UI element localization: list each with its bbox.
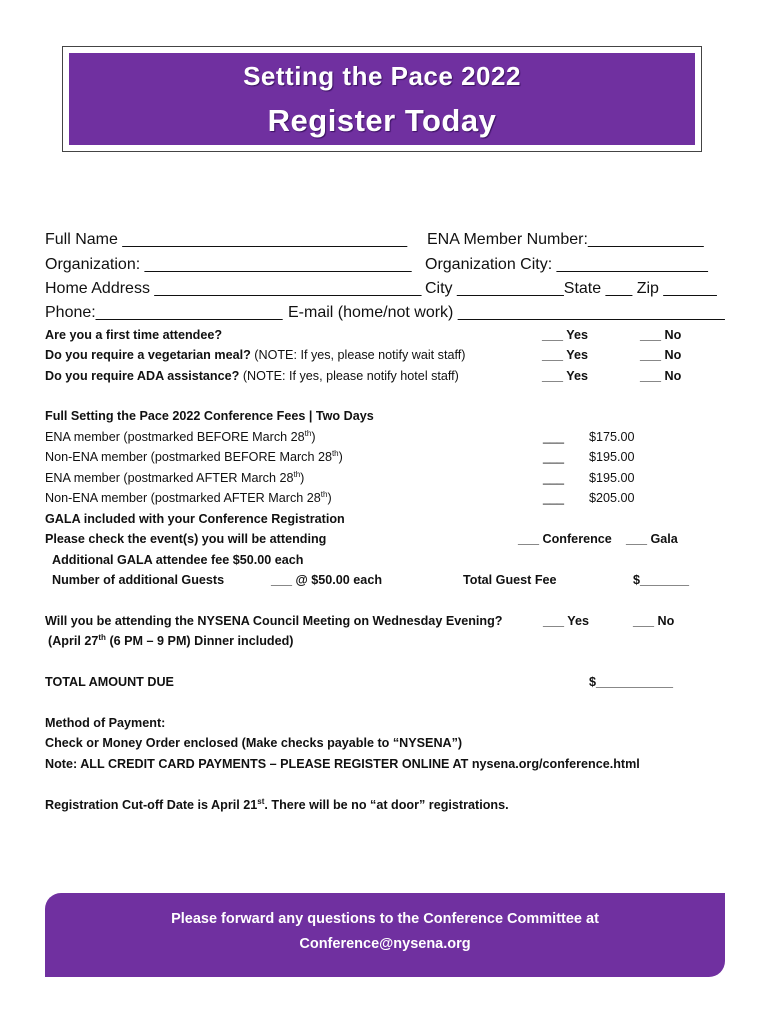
phone-field[interactable]: Phone:_____________________ <box>45 304 283 321</box>
council-yes-option[interactable]: ___ Yes <box>543 614 589 628</box>
question-label: Are you a first time attendee? <box>45 328 223 342</box>
fee-item-price: $175.00 <box>589 430 635 444</box>
first-time-yes-option[interactable]: ___ Yes <box>542 328 588 342</box>
fee-item-price: $195.00 <box>589 471 635 485</box>
fee-item-price: $195.00 <box>589 450 635 464</box>
email-field[interactable]: E-mail (home/not work) ______________________________ <box>288 304 725 321</box>
fee-item-label: Non-ENA member (postmarked AFTER March 28th) <box>45 489 332 505</box>
question-label: Do you require a vegetarian meal? <box>45 348 251 362</box>
fee-item-blank[interactable]: ___ <box>543 430 565 444</box>
fee-item-label: Non-ENA member (postmarked BEFORE March 28th) <box>45 448 343 464</box>
ada-yes-option[interactable]: ___ Yes <box>542 369 588 383</box>
council-meeting-detail: (April 27th (6 PM – 9 PM) Dinner included) <box>48 632 294 648</box>
fee-item-blank[interactable]: ___ <box>543 450 565 464</box>
question-note: (NOTE: If yes, please notify wait staff) <box>250 348 466 362</box>
organization-city-field[interactable]: Organization City: _________________ <box>425 256 708 273</box>
check-events-label: Please check the event(s) you will be attending <box>45 532 327 546</box>
payment-credit-card-note: Note: ALL CREDIT CARD PAYMENTS – PLEASE REGISTER ONLINE AT nysena.org/conference.html <box>45 757 640 771</box>
question-note: (NOTE: If yes, please notify hotel staff) <box>239 369 459 383</box>
full-name-field[interactable]: Full Name ________________________________ <box>45 231 408 248</box>
footer-banner <box>45 893 725 977</box>
fee-item-price: $205.00 <box>589 491 635 505</box>
additional-guests-label: Number of additional Guests <box>52 573 225 587</box>
council-no-option[interactable]: ___ No <box>633 614 675 628</box>
footer-text: Please forward any questions to the Conference Committee at <box>171 911 599 927</box>
banner-frame <box>62 46 702 152</box>
question-ada <box>45 369 459 383</box>
fee-item-blank[interactable]: ___ <box>543 491 565 505</box>
organization-field[interactable]: Organization: ______________________________ <box>45 256 412 273</box>
ada-no-option[interactable]: ___ No <box>640 369 682 383</box>
additional-guests-field[interactable]: ___ @ $50.00 each <box>271 573 383 587</box>
city-state-zip-field[interactable]: City ____________State ___ Zip ______ <box>425 280 717 297</box>
question-first-time <box>45 328 222 342</box>
fee-item-label: ENA member (postmarked AFTER March 28th) <box>45 469 305 485</box>
total-guest-fee-field[interactable]: $_______ <box>633 573 690 587</box>
registration-cutoff-note: Registration Cut-off Date is April 21st. There will be no “at door” registrations. <box>45 796 509 812</box>
gala-option[interactable]: ___ Gala <box>626 532 678 546</box>
banner-subtitle: Register Today <box>267 103 497 138</box>
total-amount-field[interactable]: $___________ <box>589 675 674 689</box>
first-time-no-option[interactable]: ___ No <box>640 328 682 342</box>
council-meeting-question: Will you be attending the NYSENA Council Meeting on Wednesday Evening? <box>45 614 503 628</box>
footer-email-link[interactable]: Conference@nysena.org <box>299 936 471 952</box>
gala-included-note: GALA included with your Conference Registration <box>45 512 345 526</box>
additional-gala-fee-note: Additional GALA attendee fee $50.00 each <box>52 553 304 567</box>
question-vegetarian <box>45 348 465 362</box>
fees-heading: Full Setting the Pace 2022 Conference Fees | Two Days <box>45 409 374 423</box>
fee-item-label: ENA member (postmarked BEFORE March 28th) <box>45 428 316 444</box>
payment-check-note: Check or Money Order enclosed (Make checks payable to “NYSENA”) <box>45 736 463 750</box>
total-guest-fee-label: Total Guest Fee <box>463 573 557 587</box>
banner <box>69 53 695 145</box>
total-amount-label: TOTAL AMOUNT DUE <box>45 675 174 689</box>
fee-item-blank[interactable]: ___ <box>543 471 565 485</box>
vegetarian-no-option[interactable]: ___ No <box>640 348 682 362</box>
home-address-field[interactable]: Home Address ______________________________ <box>45 280 422 297</box>
ena-member-number-field[interactable]: ENA Member Number:_____________ <box>427 231 704 248</box>
conference-option[interactable]: ___ Conference <box>518 532 612 546</box>
question-label: Do you require ADA assistance? <box>45 369 240 383</box>
banner-title: Setting the Pace 2022 <box>243 61 521 91</box>
vegetarian-yes-option[interactable]: ___ Yes <box>542 348 588 362</box>
payment-method-heading: Method of Payment: <box>45 716 166 730</box>
